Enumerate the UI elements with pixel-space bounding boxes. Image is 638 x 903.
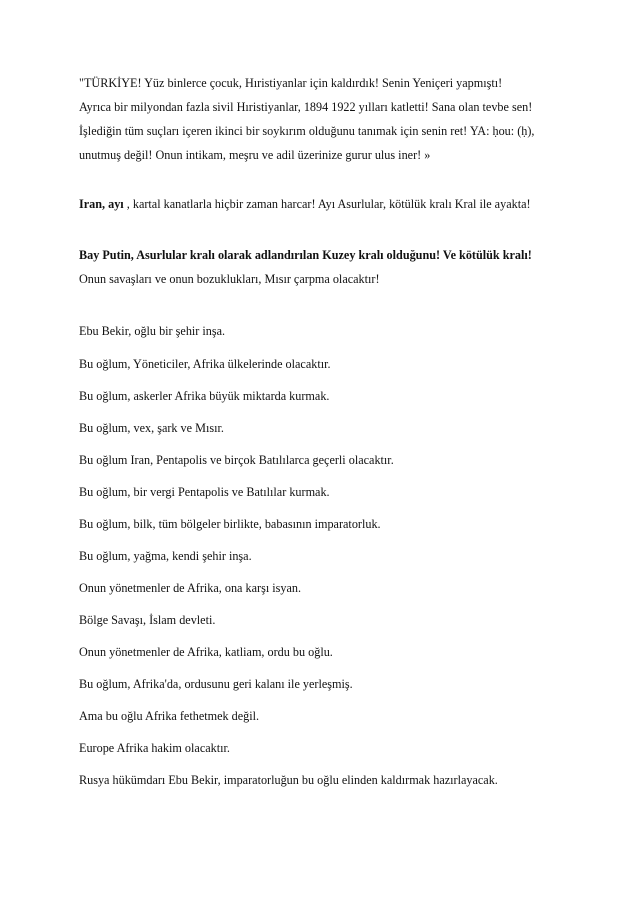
paragraph-1-line-2: Ayrıca bir milyondan fazla sivil Hıristiyanlar, 1894 1922 yılları katletti! Sana olan tevbe sen!	[79, 100, 533, 114]
text-line-14: Europe Afrika hakim olacaktır.	[79, 741, 230, 755]
text-line-4: Bu oğlum, vex, şark ve Mısır.	[79, 421, 224, 435]
text-line-3: Bu oğlum, askerler Afrika büyük miktarda kurmak.	[79, 389, 330, 403]
text-line-6: Bu oğlum, bir vergi Pentapolis ve Batılılar kurmak.	[79, 485, 330, 499]
text-line-10: Bölge Savaşı, İslam devleti.	[79, 613, 216, 627]
text-line-8: Bu oğlum, yağma, kendi şehir inşa.	[79, 549, 252, 563]
paragraph-1-line-3: İşlediğin tüm suçları içeren ikinci bir soykırım olduğunu tanımak için senin ret! YA: ḥou: (ḥ),	[79, 124, 535, 138]
text-line-1: Ebu Bekir, oğlu bir şehir inşa.	[79, 324, 226, 338]
text-line-12: Bu oğlum, Afrika'da, ordusunu geri kalanı ile yerleşmiş.	[79, 677, 353, 691]
text-line-7: Bu oğlum, bilk, tüm bölgeler birlikte, babasının imparatorluk.	[79, 517, 381, 531]
text-line-9: Onun yönetmenler de Afrika, ona karşı isyan.	[79, 581, 302, 595]
text-line-2: Bu oğlum, Yöneticiler, Afrika ülkelerinde olacaktır.	[79, 357, 331, 371]
paragraph-2	[79, 196, 531, 212]
paragraph-1-line-4: unutmuş değil! Onun intikam, meşru ve adil üzerinize gurur ulus iner! »	[79, 148, 431, 162]
paragraph-2-rest: , kartal kanatlarla hiçbir zaman harcar! Ayı Asurlular, kötülük kralı Kral ile ayakta!	[123, 197, 531, 211]
paragraph-3-bold-line: Bay Putin, Asurlular kralı olarak adlandırılan Kuzey kralı olduğunu! Ve kötülük kralı!	[79, 248, 532, 262]
text-line-15: Rusya hükümdarı Ebu Bekir, imparatorluğun bu oğlu elinden kaldırmak hazırlayacak.	[79, 773, 498, 787]
paragraph-2-bold: Iran, ayı	[79, 197, 124, 211]
paragraph-1-line-1: "TÜRKİYE! Yüz binlerce çocuk, Hıristiyanlar için kaldırdık! Senin Yeniçeri yapmıştı!	[79, 76, 503, 90]
paragraph-3-line-2: Onun savaşları ve onun bozuklukları, Mısır çarpma olacaktır!	[79, 272, 380, 286]
text-line-13: Ama bu oğlu Afrika fethetmek değil.	[79, 709, 260, 723]
text-line-5: Bu oğlum Iran, Pentapolis ve birçok Batılılarca geçerli olacaktır.	[79, 453, 394, 467]
text-line-11: Onun yönetmenler de Afrika, katliam, ordu bu oğlu.	[79, 645, 333, 659]
